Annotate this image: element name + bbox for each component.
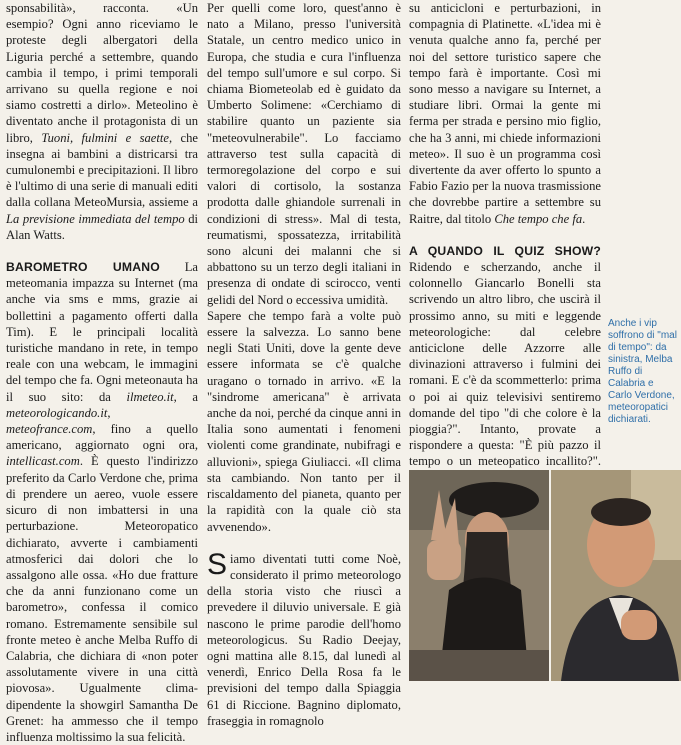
photo-caption: Anche i vip soffrono di "mal di tempo": da sinistra, Melba Ruffo di Calabria e Carlo Verdone, meteoropatici dichiarati.: [608, 318, 677, 425]
woman-photo: [409, 470, 549, 681]
column-1: [6, 0, 198, 745]
paragraph: Per quelli come loro, quest'anno è nato a Milano, presso l'università Statale, un centro medico unico in Europa, che studia e cura l'influenza del tempo sull'umore e sul corpo. Si chiama Biometeolab ed è guidato da Umberto Solimene: «Cerchiamo di stabilire quanto un paziente sia "meteovulnerabile". Lo facciamo attraverso test sulla capacità di termoregolazione del corpo e sui valori di cortisolo, la sostanza prodotta dalle ghiandole surrenali in condizioni di stress». Mal di testa, reumatismi, spossatezza, irritabilità sono alcuni dei malanni che si abbattono su un terzo degli italiani in presenza di ondate di scirocco, venti gelidi del Nord o eccessiva umidità.: [207, 1, 401, 307]
celebrity-photo: [409, 470, 681, 681]
paragraph: Siamo diventati tutti come Noè, considerato il primo meteorologo della storia visto che riuscì a prevedere il diluvio universale. E già nascono le prime parodie dell'homo meteorologicus. Su Radio Deejay, ogni mattina alle 8.15, dal lunedì al venerdì, Enrico Della Rosa fa le previsioni del tempo dalla Spiaggia 61 di Riccione. Bagnino diplomato, fraseggia in romagnolo: [207, 547, 401, 728]
paragraph: su anticicloni e perturbazioni, in compagnia di Platinette. «L'idea mi è venuta qualche anno fa, perché per noi del settore turistico sapere che tempo farà è importante. Così mi sono messo a navigare su Internet, a studiare libri. Ormai la gente mi ferma per strada e persino mio figlio, che ha 3 anni, mi chiede informazioni meteo». Il suo è un programma così divertente da aver offerto lo spunto a Fabio Fazio per la nuova trasmissione che dovrebbe partire a settembre su Raitre, dal titolo Che tempo che fa.: [409, 1, 601, 226]
column-2: [207, 0, 401, 729]
section-heading: BAROMETRO UMANO: [6, 260, 160, 275]
drop-cap: S: [207, 547, 228, 581]
paragraph: A QUANDO IL QUIZ SHOW? Ridendo e scherzando, anche il colonnello Giancarlo Bonelli sta scrivendo un altro libro, che uscirà il prossimo anno, su miti e leggende meteorologiche: dal celebre anticiclone delle Azzorre alle divinazioni attraverso i fulmini dei romani. E c'è da scommetterlo: prima o poi ai quiz televisivi sentiremo domande del tipo "di che colore è la pioggia?". Intanto, provate a rispondere a questa: "È più pazzo il tempo o un meteopatico incallito?".: [409, 243, 601, 486]
paragraph: Sapere che tempo farà a volte può essere la salvezza. Lo sanno bene negli Stati Uniti, dove la gente deve essere informata se c'è qualche uragano o tornado in arrivo. «E la "sindrome americana" è arrivata anche da noi, perché da cinque anni in Italia sono aumentati i fenomeni violenti come grandinate, nubifragi e alluvioni», spiega Giuliacci. «Il clima sta cambiando. Non tanto per il riscaldamento del pianeta, quanto per la rapidità con la quale ciò sta avvenendo».: [207, 308, 401, 534]
column-3: [409, 0, 601, 486]
paragraph: BAROMETRO UMANO La meteomania impazza su Internet (ma anche via sms e mms, grazie ai bollettini a pagamento offerti dalla Tim). E le principali località turistiche mandano in rete, in tempo reale con una webcam, le immagini del tempo che fa. Ogni meteonauta ha il suo sito: da ilmeteo.it, a meteorologicando.it, meteofrance.com, fino a quello americano, aggiornato ogni ora, intellicast.com. È questo l'indirizzo preferito da Carlo Verdone che, prima di prendere un aereo, vuole essere sicuro di non imbattersi in una perturbazione. Meteoropatico dichiarato, avverte i cambiamenti atmosferici dai dolori che lo assalgono alle ossa. «Ho due fratture che da anni funzionano come un barometro», confessa il comico romano. Estremamente sensibile sul fronte meteo è anche Melba Ruffo di Calabria, che dichiara di «non poter assolutamente vivere in una città piovosa». Ugualmente clima-dipendente la showgirl Samantha De Grenet: ha ammesso che il tempo influenza moltissimo la sua felicità.: [6, 260, 199, 744]
paragraph: sponsabilità», racconta. «Un esempio? Ogni anno riceviamo le proteste degli albergatori della Liguria perché a settembre, quando cambia il tempo, i primi temporali arrivano su quella regione e noi siamo costretti a dirlo». Meteolino è diventato anche il protagonista di un libro, Tuoni, fulmini e saette, che insegna ai bambini a districarsi tra cumulonembi e precipitazioni. Il libro è l'ultimo di una serie di manuali editi dalla collana MeteoMursia, assieme a La previsione immediata del tempo di Alan Watts.: [6, 1, 198, 242]
man-photo: [551, 470, 681, 681]
section-heading: A QUANDO IL QUIZ SHOW?: [409, 243, 601, 258]
